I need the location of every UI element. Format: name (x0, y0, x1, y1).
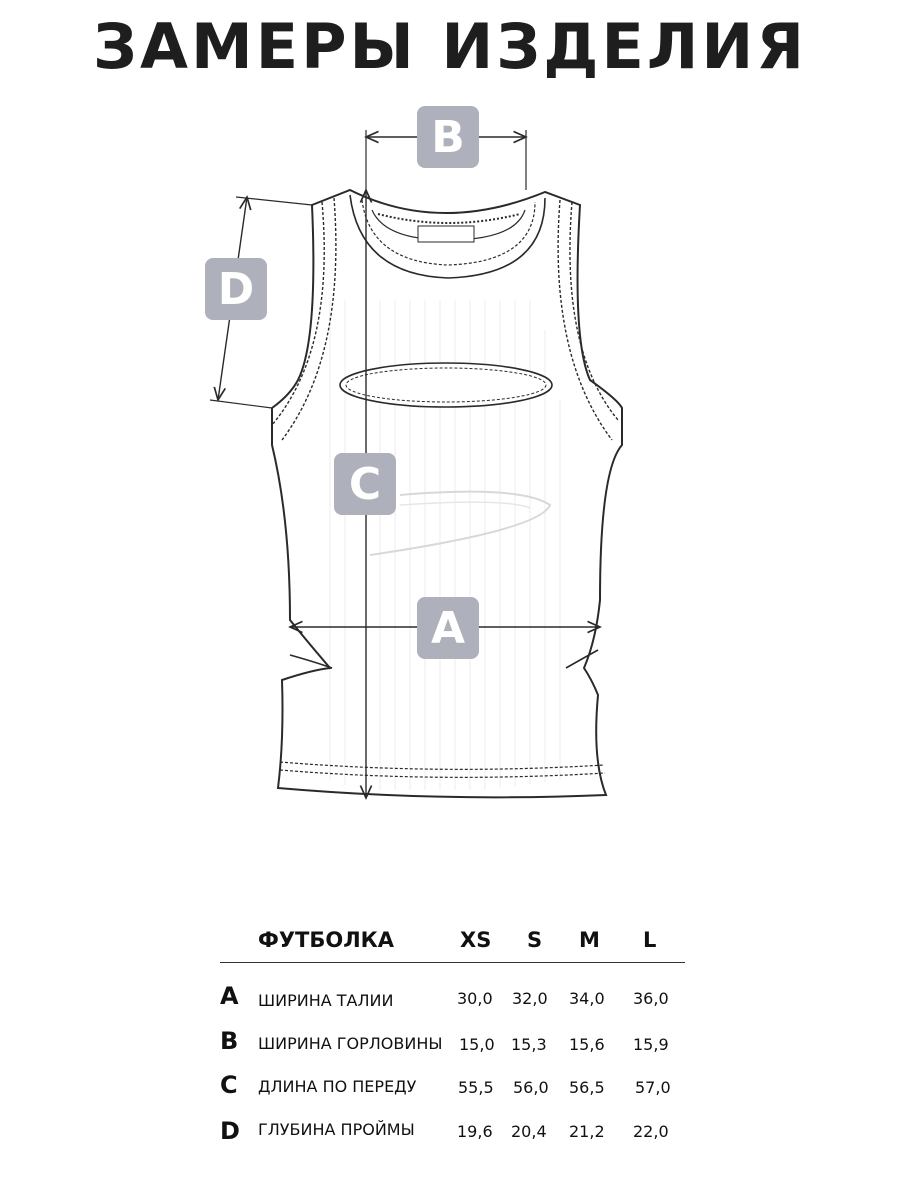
size-m: M (579, 928, 600, 952)
cell: 32,0 (512, 989, 548, 1008)
badge-d: D (205, 258, 267, 320)
garment-outline (272, 190, 622, 797)
badge-b: B (417, 106, 479, 168)
swoosh-mark (370, 492, 550, 555)
table-header-label: ФУТБОЛКА (258, 928, 395, 952)
cell: 20,4 (511, 1122, 547, 1141)
row-letter: D (220, 1117, 240, 1145)
row-label: ГЛУБИНА ПРОЙМЫ (258, 1120, 415, 1139)
cell: 34,0 (569, 989, 605, 1008)
size-s: S (527, 928, 543, 952)
neck-label (418, 226, 474, 242)
page-title: ЗАМЕРЫ ИЗДЕЛИЯ (93, 10, 807, 83)
row-letter: B (220, 1027, 239, 1055)
cell: 15,6 (569, 1035, 605, 1054)
tank-top-illustration (0, 90, 900, 810)
row-label: ШИРИНА ТАЛИИ (258, 991, 394, 1010)
badge-a: A (417, 597, 479, 659)
cell: 21,2 (569, 1122, 605, 1141)
cell: 56,0 (513, 1078, 549, 1097)
cell: 19,6 (457, 1122, 493, 1141)
cell: 30,0 (457, 989, 493, 1008)
size-l: L (643, 928, 657, 952)
cell: 22,0 (633, 1122, 669, 1141)
chest-cutout (340, 363, 552, 407)
cell: 15,3 (511, 1035, 547, 1054)
cell: 56,5 (569, 1078, 605, 1097)
row-letter: A (220, 982, 239, 1010)
row-label: ШИРИНА ГОРЛОВИНЫ (258, 1034, 443, 1053)
cell: 15,9 (633, 1035, 669, 1054)
row-label: ДЛИНА ПО ПЕРЕДУ (258, 1077, 417, 1096)
row-letter: C (220, 1071, 238, 1099)
cell: 36,0 (633, 989, 669, 1008)
cell: 55,5 (458, 1078, 494, 1097)
cell: 15,0 (459, 1035, 495, 1054)
header-divider (220, 962, 685, 963)
badge-c: C (334, 453, 396, 515)
cell: 57,0 (635, 1078, 671, 1097)
size-xs: XS (460, 928, 492, 952)
